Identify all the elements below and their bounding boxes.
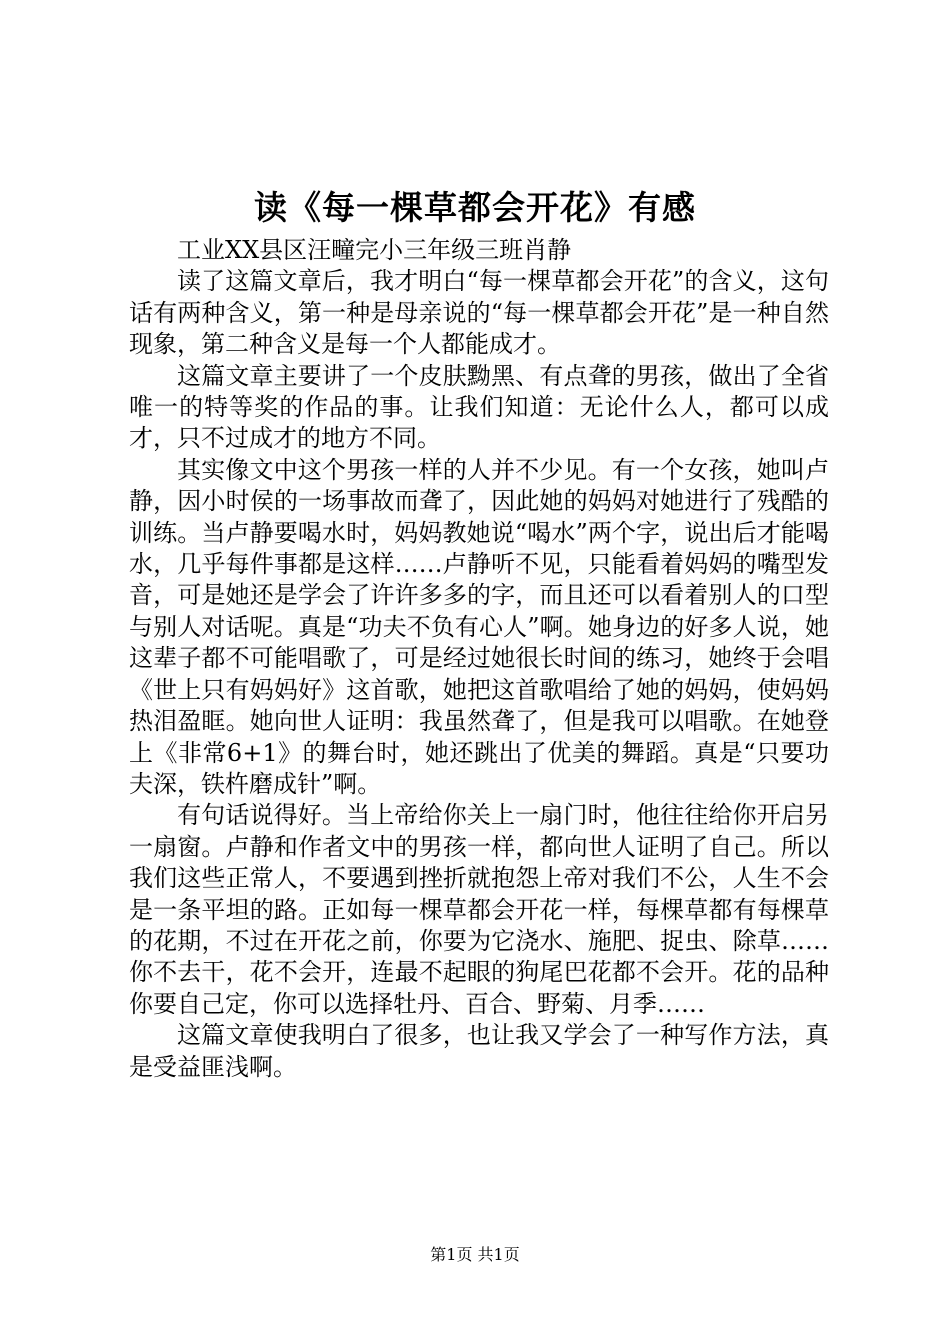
author-line: 工业XX县区汪疃完小三年级三班肖静: [177, 236, 572, 264]
paragraph-1: 读了这篇文章后，我才明白“每一棵草都会开花”的含义，这句话有两种含义，第一种是母亲说的“每一棵草都会开花”是一种自然现象，第二种含义是每一个人都能成才。: [129, 267, 829, 359]
paragraph-4: 有句话说得好。当上帝给你关上一扇门时，他往往给你开启另一扇窗。卢静和作者文中的男孩一样，都向世人证明了自己。所以我们这些正常人，不要遇到挫折就抱怨上帝对我们不公，人生不会是一条平坦的路。正如每一棵草都会开花一样，每棵草都有每棵草的花期，不过在开花之前，你要为它浇水、施肥、捉虫、除草……你不去干，花不会开，连最不起眼的狗尾巴花都不会开。花的品种你要自己定，你可以选择牡丹、百合、野菊、月季……: [129, 801, 829, 1018]
paragraph-3: 其实像文中这个男孩一样的人并不少见。有一个女孩，她叫卢静，因小时侯的一场事故而聋了，因此她的妈妈对她进行了残酷的训练。当卢静要喝水时，妈妈教她说“喝水”两个字，说出后才能喝水，几乎每件事都是这样……卢静听不见，只能看着妈妈的嘴型发音，可是她还是学会了许许多多的字，而且还可以看着别人的口型与别人对话呢。真是“功夫不负有心人”啊。她身边的好多人说，她这辈子都不可能唱歌了，可是经过她很长时间的练习，她终于会唱《世上只有妈妈好》这首歌，她把这首歌唱给了她的妈妈，使妈妈热泪盈眶。她向世人证明：我虽然聋了，但是我可以唱歌。在她登上《非常6+1》的舞台时，她还跳出了优美的舞蹈。真是“只要功夫深，铁杵磨成针”啊。: [129, 455, 829, 798]
paragraph-5: 这篇文章使我明白了很多，也让我又学会了一种写作方法，真是受益匪浅啊。: [129, 1021, 829, 1081]
document-body: [129, 235, 829, 1083]
paragraph-2: 这篇文章主要讲了一个皮肤黝黑、有点聋的男孩，做出了全省唯一的特等奖的作品的事。让我们知道：无论什么人，都可以成才，只不过成才的地方不同。: [129, 361, 829, 453]
page-footer: 第1页 共1页: [430, 1245, 520, 1264]
document-title: 读《每一棵草都会开花》有感: [254, 188, 696, 227]
